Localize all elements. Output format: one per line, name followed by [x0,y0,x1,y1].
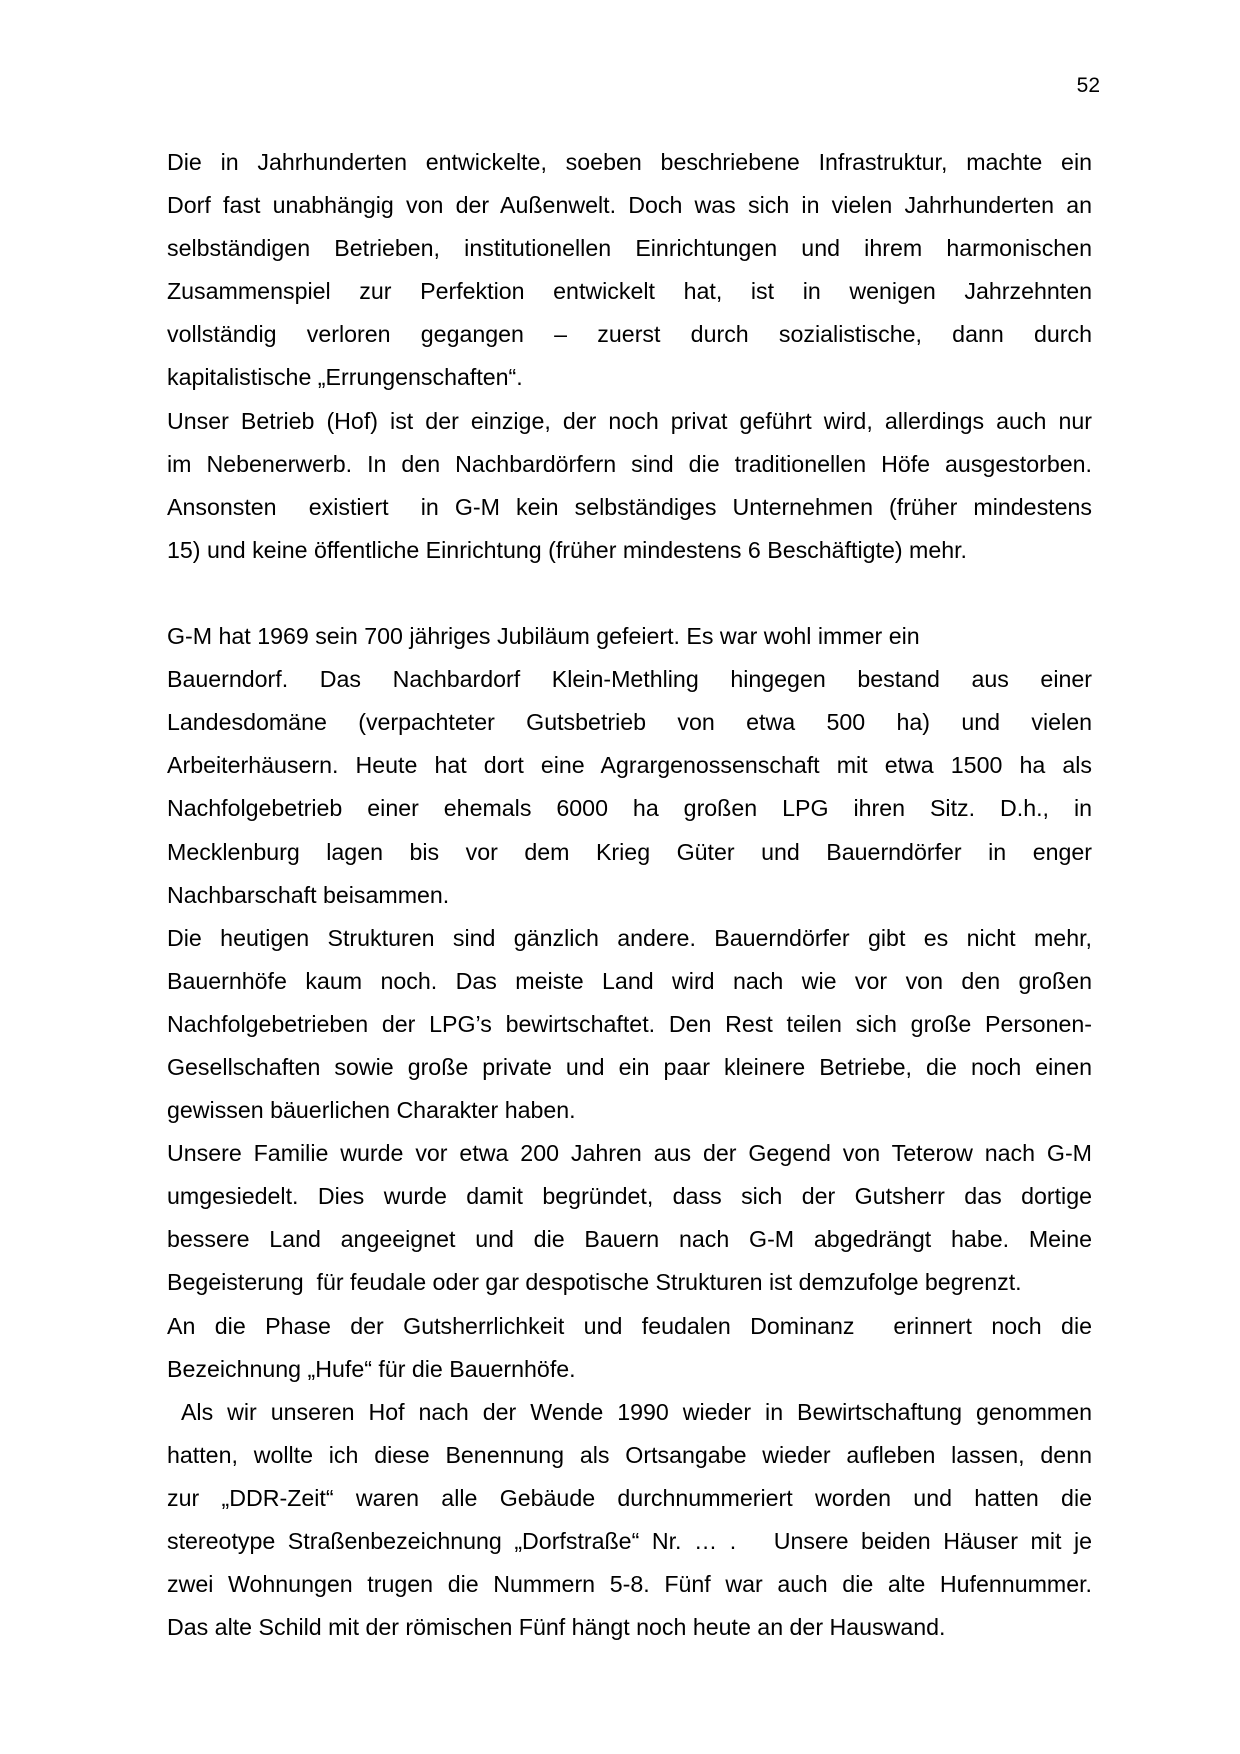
paragraph-gap [167,572,1092,615]
text-line: hatten, wollte ich diese Benennung als Ortsangabe wieder aufleben lassen, denn [167,1441,1092,1468]
text-line: bessere Land angeeignet und die Bauern nach G-M abgedrängt habe. Meine [167,1226,1092,1253]
text-line: umgesiedelt. Dies wurde damit begründet, dass sich der Gutsherr das dortige [167,1183,1092,1210]
text-line: 15) und keine öffentliche Einrichtung (früher mindestens 6 Beschäftigte) mehr. [167,536,967,563]
text-line: Nachfolgebetrieben der LPG’s bewirtschaftet. Den Rest teilen sich große Personen- [167,1010,1092,1037]
text-line: G-M hat 1969 sein 700 jähriges Jubiläum gefeiert. Es war wohl immer ein [167,623,920,650]
text-line: Arbeiterhäusern. Heute hat dort eine Agrargenossenschaft mit etwa 1500 ha als [167,752,1092,779]
text-line: Unser Betrieb (Hof) ist der einzige, der noch privat geführt wird, allerdings auch nur [167,407,1092,434]
text-line: Begeisterung für feudale oder gar despotische Strukturen ist demzufolge begrenzt. [167,1269,1022,1296]
text-line: Bauernhöfe kaum noch. Das meiste Land wird nach wie vor von den großen [167,967,1092,994]
text-line: Das alte Schild mit der römischen Fünf hängt noch heute an der Hauswand. [167,1614,946,1641]
body-text [167,141,1092,1649]
text-line: Die heutigen Strukturen sind gänzlich andere. Bauerndörfer gibt es nicht mehr, [167,924,1092,951]
text-line: Ansonsten existiert in G-M kein selbständiges Unternehmen (früher mindestens [167,493,1092,520]
text-line: Dorf fast unabhängig von der Außenwelt. Doch was sich in vielen Jahrhunderten an [167,192,1092,219]
text-line: Unsere Familie wurde vor etwa 200 Jahren aus der Gegend von Teterow nach G-M [167,1140,1092,1167]
text-line: Die in Jahrhunderten entwickelte, soeben beschriebene Infrastruktur, machte ein [167,149,1092,175]
text-line: An die Phase der Gutsherrlichkeit und feudalen Dominanz erinnert noch die [167,1312,1092,1339]
text-line: Bezeichnung „Hufe“ für die Bauernhöfe. [167,1355,576,1382]
text-line: vollständig verloren gegangen – zuerst durch sozialistische, dann durch [167,321,1092,348]
text-line: Nachbarschaft beisammen. [167,881,450,908]
text-line: kapitalistische „Errungenschaften“. [167,364,523,391]
text-line: Als wir unseren Hof nach der Wende 1990 wieder in Bewirtschaftung genommen [167,1398,1092,1425]
text-line: im Nebenerwerb. In den Nachbardörfern sind die traditionellen Höfe ausgestorben. [167,450,1092,477]
text-line: Nachfolgebetrieb einer ehemals 6000 ha großen LPG ihren Sitz. D.h., in [167,795,1092,822]
text-line: Zusammenspiel zur Perfektion entwickelt hat, ist in wenigen Jahrzehnten [167,278,1092,305]
text-line: gewissen bäuerlichen Charakter haben. [167,1097,576,1124]
text-line: Gesellschaften sowie große private und ein paar kleinere Betriebe, die noch einen [167,1053,1092,1080]
text-line: Landesdomäne (verpachteter Gutsbetrieb von etwa 500 ha) und vielen [167,709,1092,736]
text-line: Bauerndorf. Das Nachbardorf Klein-Methling hingegen bestand aus einer [167,666,1092,693]
text-line: Mecklenburg lagen bis vor dem Krieg Güter und Bauerndörfer in enger [167,838,1092,865]
page-number: 52 [1076,74,1100,97]
text-line: zwei Wohnungen trugen die Nummern 5-8. Fünf war auch die alte Hufennummer. [167,1571,1092,1598]
text-line: stereotype Straßenbezeichnung „Dorfstraße“ Nr. … . Unsere beiden Häuser mit je [167,1528,1092,1554]
text-line: zur „DDR-Zeit“ waren alle Gebäude durchnummeriert worden und hatten die [167,1484,1092,1511]
text-line: selbständigen Betrieben, institutionellen Einrichtungen und ihrem harmonischen [167,235,1092,262]
